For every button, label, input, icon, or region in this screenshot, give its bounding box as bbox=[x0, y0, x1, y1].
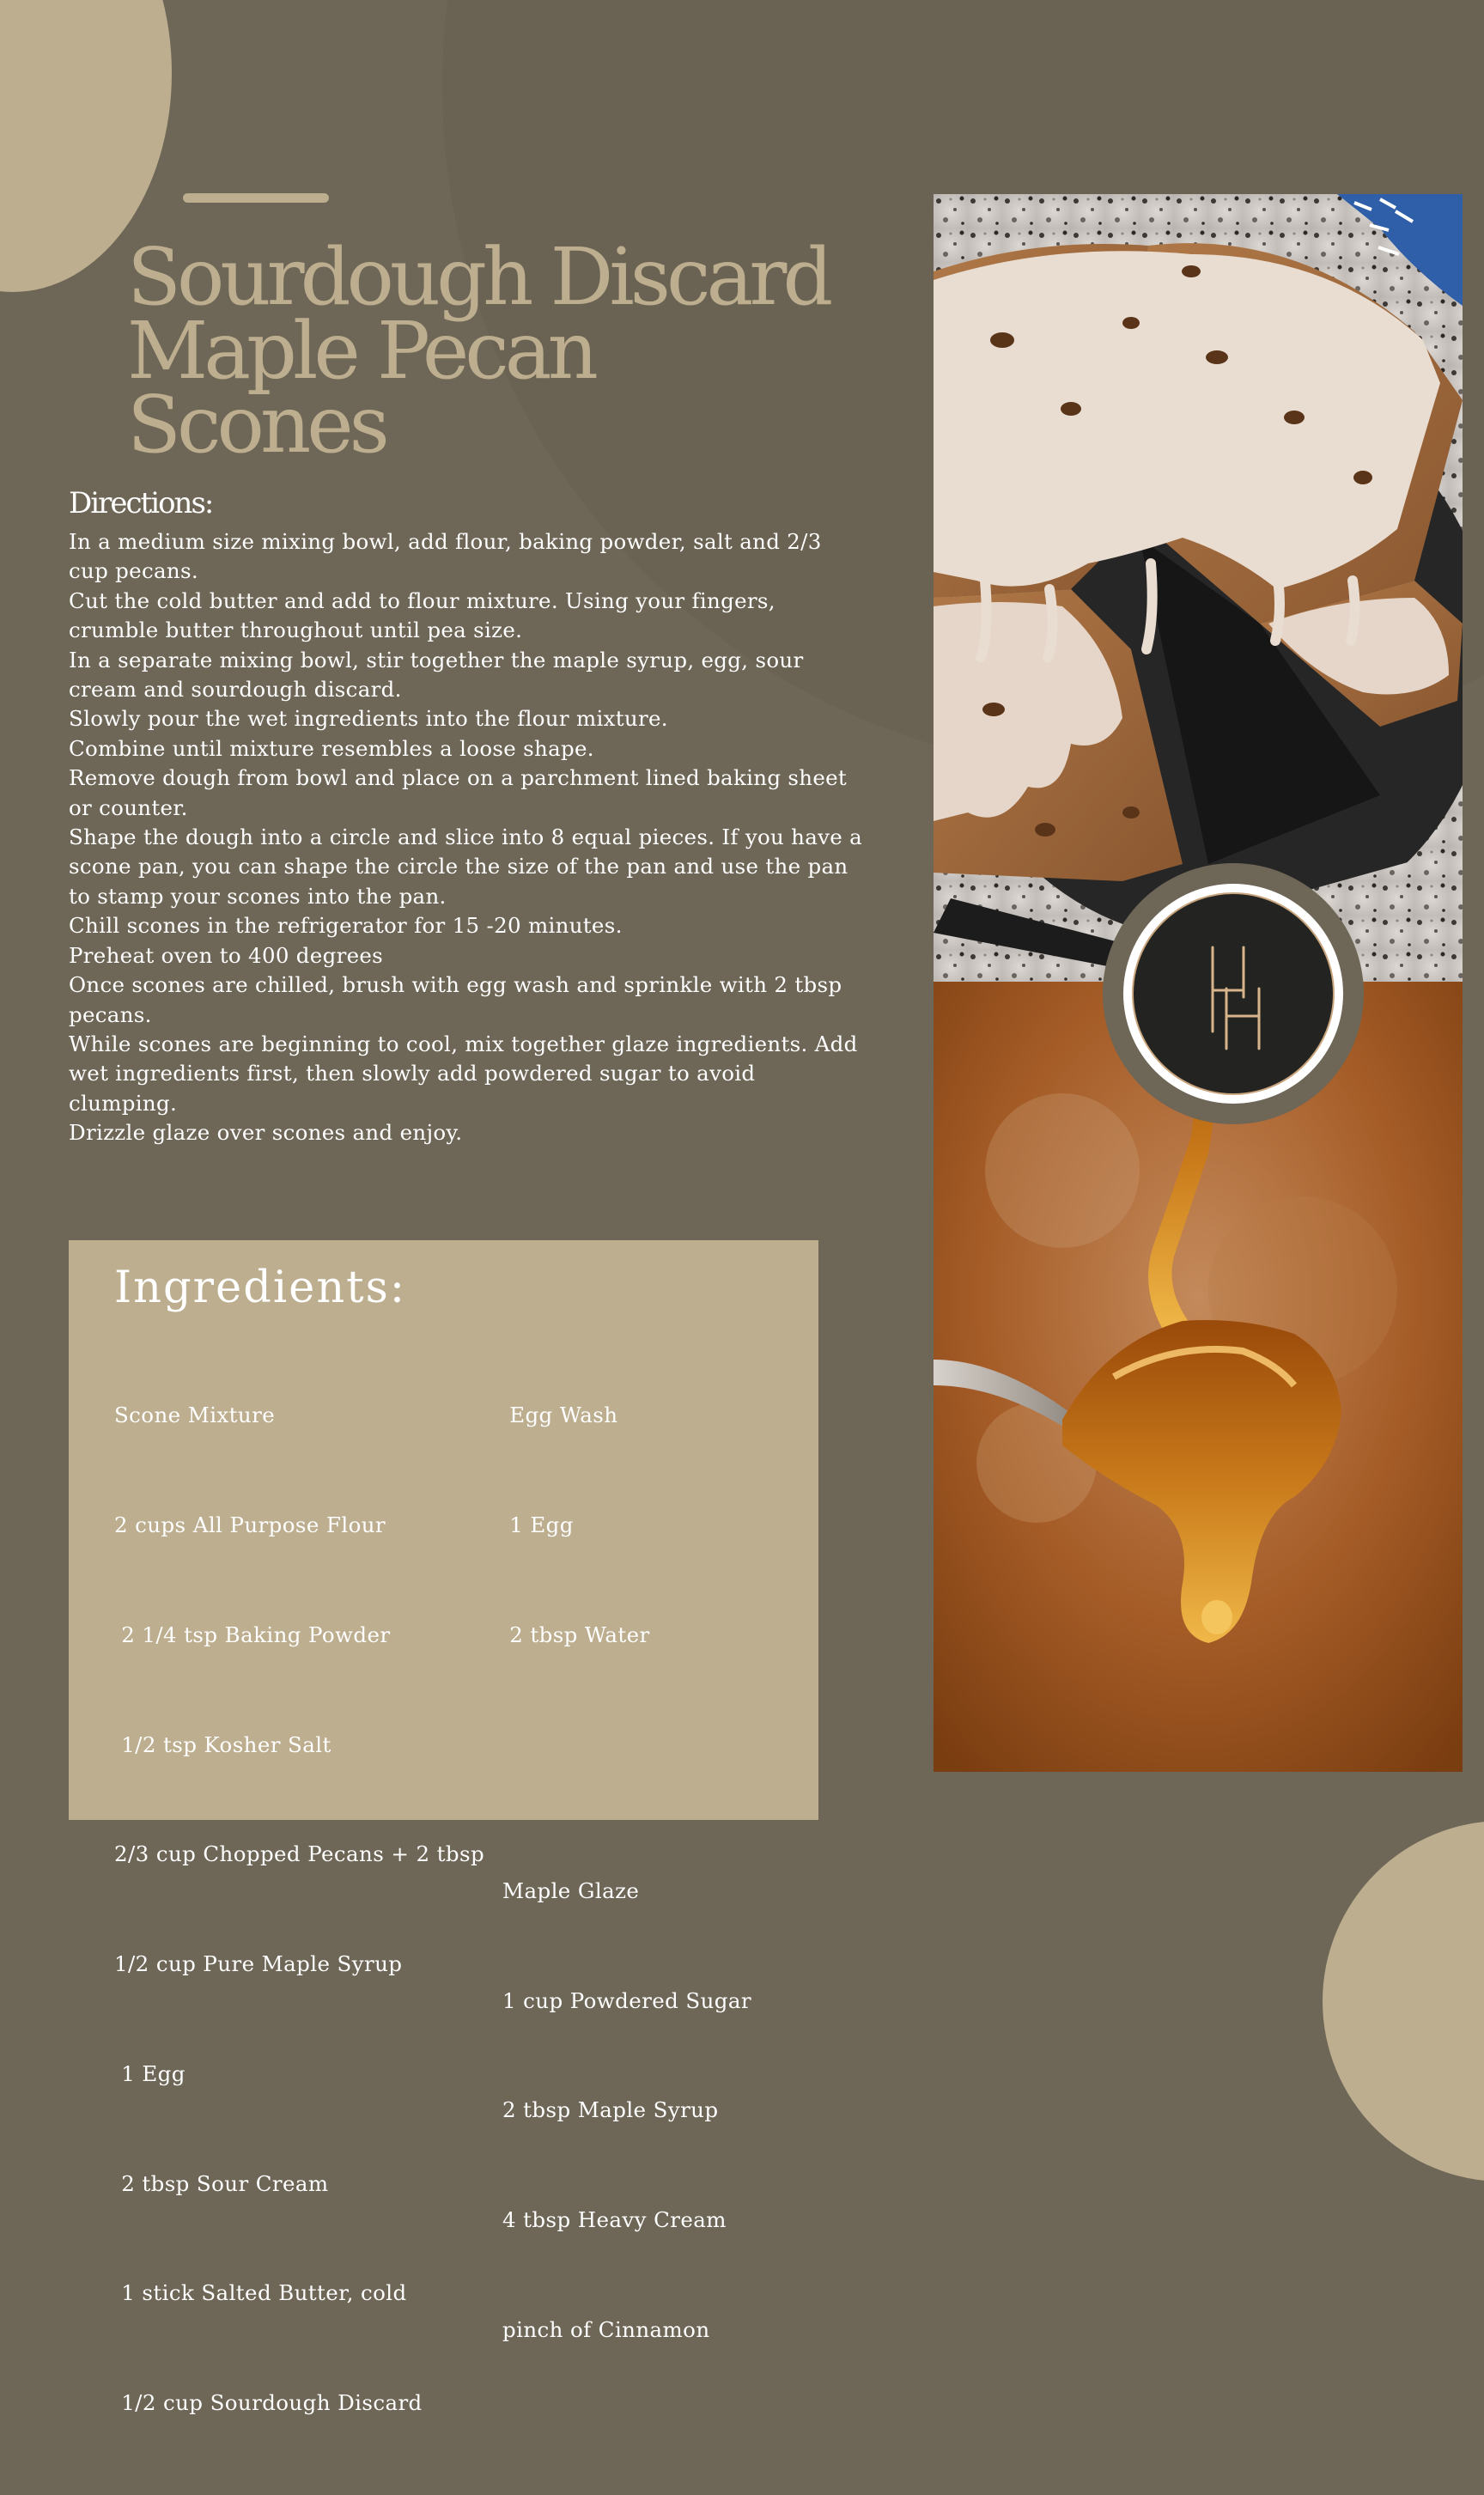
ingredient-item: 2 cups All Purpose Flour bbox=[114, 1512, 386, 1537]
ingredient-item: Scone Mixture bbox=[114, 1403, 276, 1428]
directions-line: Remove dough from bowl and place on a parchment lined baking sheet bbox=[69, 765, 848, 791]
directions-line: While scones are beginning to cool, mix together glaze ingredients. Add bbox=[69, 1031, 858, 1056]
directions-line: scone pan, you can shape the circle the size of the pan and use the pan bbox=[69, 854, 848, 879]
directions-line: In a separate mixing bowl, stir together the maple syrup, egg, sour bbox=[69, 647, 804, 672]
ingredient-item: 2/3 cup Chopped Pecans + 2 tbsp bbox=[114, 1841, 485, 1867]
directions-line: or counter. bbox=[69, 794, 188, 820]
logo-inner-circle bbox=[1132, 892, 1335, 1095]
directions-line: Shape the dough into a circle and slice into 8 equal pieces. If you have a bbox=[69, 825, 863, 850]
ingredient-item: 2 tbsp Sour Cream bbox=[114, 2170, 329, 2196]
directions-heading: Directions: bbox=[69, 486, 213, 520]
title-line-3: Scones bbox=[127, 379, 386, 471]
decorative-circle-bottom-right bbox=[1323, 1821, 1484, 2182]
ingredient-item: 2 1/4 tsp Baking Powder bbox=[114, 1622, 391, 1647]
title-line-2: Maple Pecan bbox=[127, 305, 594, 397]
ingredients-panel bbox=[69, 1240, 818, 2416]
ingredient-item: pinch of Cinnamon bbox=[502, 2317, 710, 2343]
ingredient-item: 2 tbsp Maple Syrup bbox=[502, 2097, 719, 2123]
directions-list bbox=[69, 527, 893, 1148]
ingredients-left-column bbox=[114, 1324, 484, 2495]
directions-line: Once scones are chilled, brush with egg wash and sprinkle with 2 tbsp bbox=[69, 972, 842, 998]
scones-photo bbox=[934, 194, 1463, 982]
ingredient-item: 4 tbsp Heavy Cream bbox=[502, 2207, 727, 2233]
directions-line: Cut the cold butter and add to flour mixture. Using your fingers, bbox=[69, 587, 775, 613]
ingredients-right-column bbox=[502, 1324, 751, 2422]
directions-line: clumping. bbox=[69, 1090, 178, 1116]
title-line-1: Sourdough Discard bbox=[127, 231, 830, 323]
ingredient-item: Egg Wash bbox=[502, 1403, 618, 1428]
directions-line: pecans. bbox=[69, 1001, 152, 1027]
logo-badge bbox=[1103, 863, 1364, 1124]
directions-line: Drizzle glaze over scones and enjoy. bbox=[69, 1120, 463, 1146]
directions-line: Combine until mixture resembles a loose shape. bbox=[69, 735, 594, 761]
directions-line: cream and sourdough discard. bbox=[69, 677, 402, 703]
ingredient-item: 2 tbsp Water bbox=[502, 1622, 650, 1647]
ingredient-item: 1 cup Powdered Sugar bbox=[502, 1987, 751, 2013]
ingredients-heading: Ingredients: bbox=[114, 1263, 407, 1313]
ingredient-item: 1 Egg bbox=[114, 2060, 186, 2086]
directions-line: to stamp your scones into the pan. bbox=[69, 883, 447, 909]
directions-line: wet ingredients first, then slowly add powdered sugar to avoid bbox=[69, 1061, 756, 1086]
ingredient-item: 1/2 cup Sourdough Discard bbox=[114, 2390, 423, 2416]
ingredient-item: 1/2 tsp Kosher Salt bbox=[114, 1731, 331, 1757]
page-title bbox=[127, 231, 900, 471]
directions-line: Preheat oven to 400 degrees bbox=[69, 942, 384, 968]
title-accent-bar bbox=[183, 193, 329, 203]
directions-line: crumble butter throughout until pea size. bbox=[69, 618, 523, 643]
ingredient-item: 1 stick Salted Butter, cold bbox=[114, 2280, 407, 2306]
hh-monogram-logo bbox=[1134, 894, 1333, 1093]
directions-line: Slowly pour the wet ingredients into the flour mixture. bbox=[69, 706, 668, 732]
ingredient-item: Maple Glaze bbox=[502, 1877, 640, 1903]
logo-ring bbox=[1123, 884, 1343, 1104]
directions-line: Chill scones in the refrigerator for 15 -20 minutes. bbox=[69, 913, 623, 939]
ingredient-item: 1/2 cup Pure Maple Syrup bbox=[114, 1951, 403, 1977]
ingredient-item: 1 Egg bbox=[502, 1512, 574, 1537]
directions-line: In a medium size mixing bowl, add flour, baking powder, salt and 2/3 bbox=[69, 529, 822, 554]
directions-line: cup pecans. bbox=[69, 558, 198, 584]
